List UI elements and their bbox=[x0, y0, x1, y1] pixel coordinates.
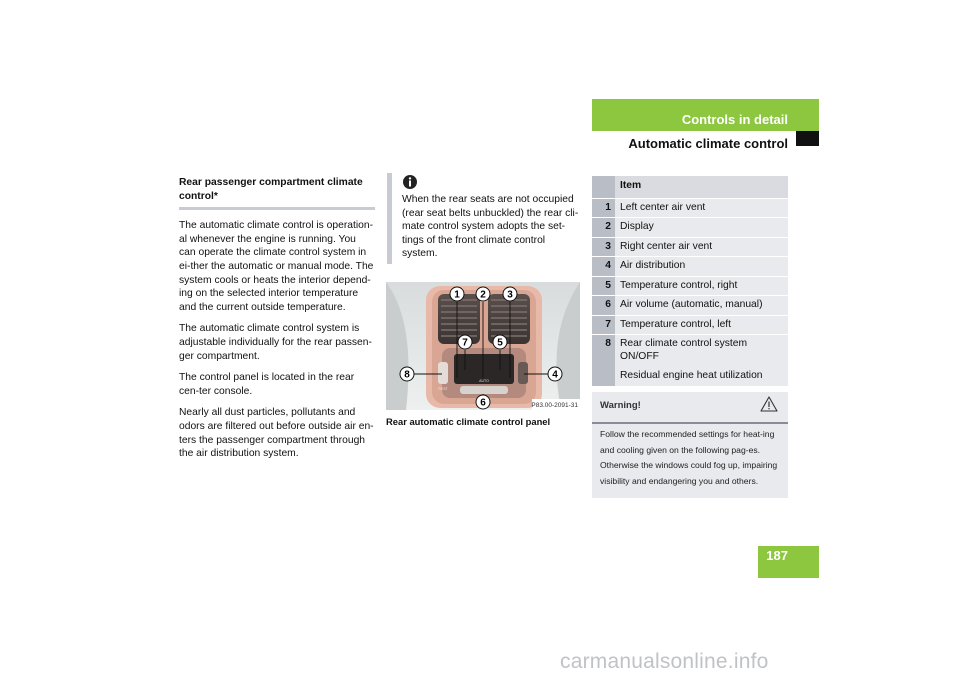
svg-text:3: 3 bbox=[507, 289, 513, 301]
table-row bbox=[592, 257, 788, 277]
svg-text:6: 6 bbox=[480, 397, 486, 409]
warning-triangle-icon bbox=[760, 396, 778, 412]
panel-label-auto: AUTO bbox=[479, 379, 489, 383]
paragraph-4: Nearly all dust particles, pollutants and odors are filtered out before outside air en-ters the passenger compartment through the air distribution system. bbox=[179, 407, 374, 460]
table-row bbox=[592, 218, 788, 238]
climate-panel-illustration bbox=[386, 282, 580, 410]
callout-8 bbox=[400, 367, 414, 381]
table-row bbox=[592, 296, 788, 316]
warning-text: Follow the recommended settings for heat-ing and cooling given on the following pag-es. Otherwise the windows could fog up, impairing visibility and endangering you and others. bbox=[600, 429, 778, 487]
callout-7 bbox=[458, 335, 472, 349]
row-subtext: Residual engine heat utilization bbox=[620, 370, 763, 381]
info-icon bbox=[403, 175, 417, 189]
header-black-tab bbox=[796, 131, 819, 146]
section-title: Rear passenger compartment climate control* bbox=[179, 176, 375, 210]
paragraph-2: The automatic climate control system is adjustable individually for the rear passen-ger compartment. bbox=[179, 323, 372, 362]
callout-5 bbox=[493, 335, 507, 349]
row-number: 6 bbox=[592, 296, 615, 315]
row-number: 3 bbox=[592, 238, 615, 257]
callout-4 bbox=[548, 367, 562, 381]
callout-3 bbox=[503, 287, 517, 301]
header-title: Controls in detail bbox=[681, 112, 788, 127]
climate-panel-photo bbox=[386, 282, 580, 410]
table-row bbox=[592, 335, 788, 387]
svg-text:4: 4 bbox=[552, 369, 558, 381]
svg-text:7: 7 bbox=[462, 337, 468, 349]
callout-1 bbox=[450, 287, 464, 301]
item-table bbox=[592, 176, 788, 387]
paragraph-3: The control panel is located in the rear cen-ter console. bbox=[179, 372, 355, 397]
row-text: Display bbox=[615, 218, 788, 237]
figure-caption: Rear automatic climate control panel bbox=[386, 416, 551, 427]
main-text-column bbox=[179, 176, 375, 461]
row-number: 4 bbox=[592, 257, 615, 276]
row-text: Right center air vent bbox=[615, 238, 788, 257]
watermark: carmanualsonline.info bbox=[560, 650, 769, 673]
table-row bbox=[592, 238, 788, 258]
svg-text:2: 2 bbox=[480, 289, 486, 301]
row-text: Temperature control, left bbox=[615, 316, 788, 335]
table-row bbox=[592, 199, 788, 219]
row-text: Left center air vent bbox=[615, 199, 788, 218]
row-text: Rear climate control system ON/OFF bbox=[620, 338, 748, 362]
warning-divider bbox=[592, 422, 788, 424]
row-number: 5 bbox=[592, 277, 615, 296]
paragraph-1: The automatic climate control is operation-al whenever the engine is running. You can operate the climate control system in ei-ther the automatic or manual mode. The system cools or heats the interior depend-ing on the selected interior temperature and the current outside temperature. bbox=[179, 220, 374, 313]
row-number: 8 bbox=[592, 335, 615, 386]
table-header-item: Item bbox=[615, 176, 788, 198]
row-number: 2 bbox=[592, 218, 615, 237]
callout-6 bbox=[476, 395, 490, 409]
row-text: Air distribution bbox=[615, 257, 788, 276]
svg-text:5: 5 bbox=[497, 337, 503, 349]
callout-2 bbox=[476, 287, 490, 301]
row-text: Temperature control, right bbox=[615, 277, 788, 296]
panel-label-rest: REST bbox=[438, 387, 448, 391]
header-subtitle: Automatic climate control bbox=[628, 136, 788, 151]
table-row bbox=[592, 316, 788, 336]
row-number: 7 bbox=[592, 316, 615, 335]
info-text: When the rear seats are not occupied (rear seat belts unbuckled) the rear cli-mate control system adopts the set-tings of the front climate control system. bbox=[402, 194, 579, 260]
page-number: 187 bbox=[766, 548, 788, 563]
svg-text:1: 1 bbox=[454, 289, 460, 301]
row-text: Air volume (automatic, manual) bbox=[615, 296, 788, 315]
table-row bbox=[592, 277, 788, 297]
table-header-row bbox=[592, 176, 788, 199]
row-text-multi bbox=[615, 335, 788, 386]
warning-title: Warning! bbox=[600, 400, 641, 411]
info-bar bbox=[387, 173, 392, 264]
svg-text:8: 8 bbox=[404, 369, 410, 381]
row-number: 1 bbox=[592, 199, 615, 218]
figure-code: P83.00-2091-31 bbox=[531, 402, 578, 409]
